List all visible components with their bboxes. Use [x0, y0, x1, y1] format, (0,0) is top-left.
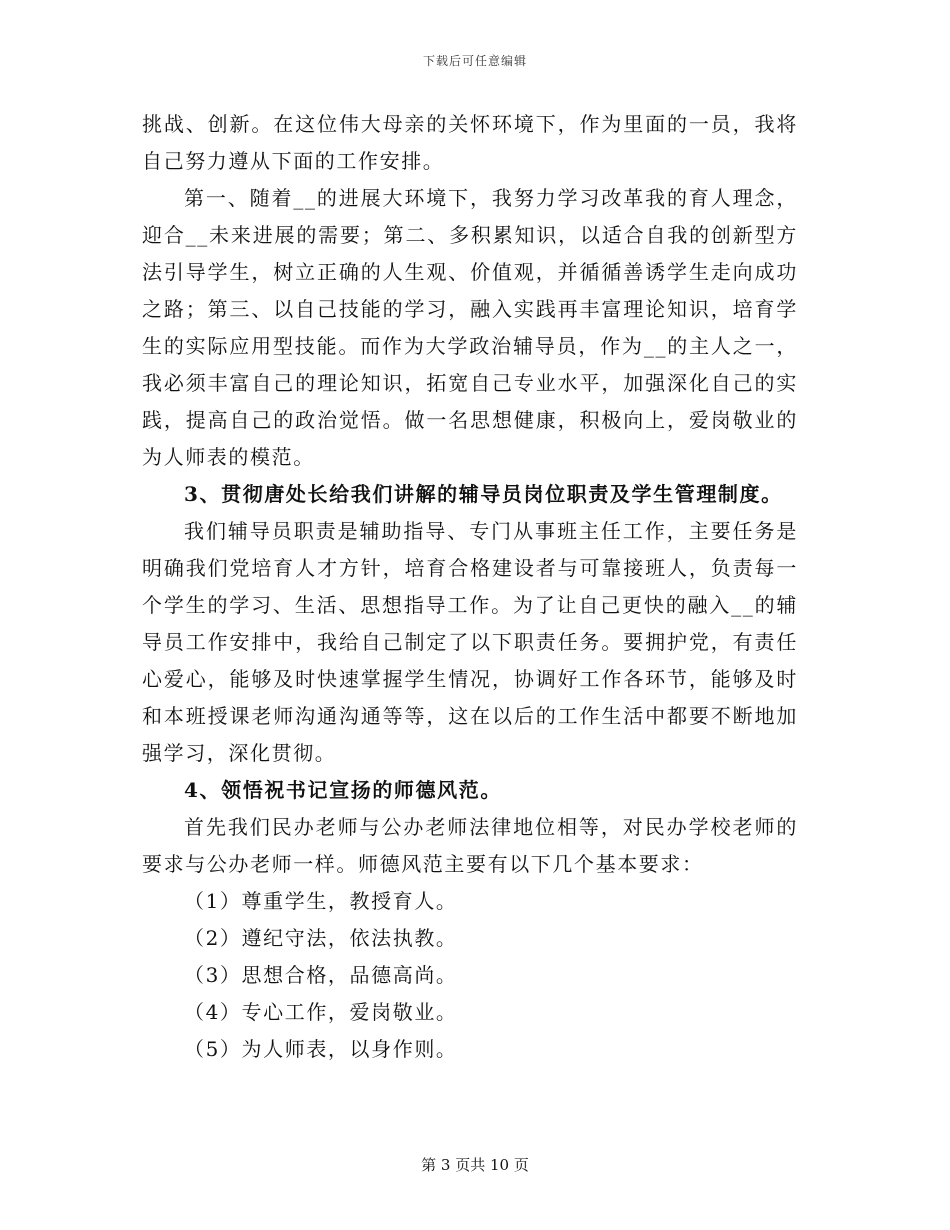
list-item: （5）为人师表，以身作则。: [184, 1037, 458, 1061]
list-item: （3）思想合格，品德高尚。: [184, 963, 458, 987]
section-heading-3: 3、贯彻唐处长给我们讲解的辅导员岗位职责及学生管理制度。: [184, 482, 783, 506]
section-heading-4: 4、领悟祝书记宣扬的师德风范。: [184, 778, 502, 802]
list-item: （1）尊重学生，教授育人。: [184, 889, 458, 913]
paragraph-requirements: 首先我们民办老师与公办老师法律地位相等，对民办学校老师的要求与公办老师一样。师德风范主要有以下几个基本要求：: [142, 815, 798, 876]
document-body: [142, 106, 798, 1068]
paragraph-continuation: 挑战、创新。在这位伟大母亲的关怀环境下，作为里面的一员，我将自己努力遵从下面的工作安排。: [142, 112, 798, 173]
paragraph-duties: 我们辅导员职责是辅助指导、专门从事班主任工作，主要任务是明确我们党培育人才方针，培育合格建设者与可靠接班人，负责每一个学生的学习、生活、思想指导工作。为了让自己更快的融入__的辅导员工作安排中，我给自己制定了以下职责任务。要拥护党，有责任心爱心，能够及时快速掌握学生情况，协调好工作各环节，能够及时和本班授课老师沟通沟通等等，这在以后的工作生活中都要不断地加强学习，深化贯彻。: [142, 519, 798, 765]
list-item: （2）遵纪守法，依法执教。: [184, 926, 458, 950]
paragraph-plans: 第一、随着__的进展大环境下，我努力学习改革我的育人理念，迎合__未来进展的需要；第二、多积累知识，以适合自我的创新型方法引导学生，树立正确的人生观、价值观，并循循善诱学生走向成功之路；第三、以自己技能的学习，融入实践再丰富理论知识，培育学生的实际应用型技能。而作为大学政治辅导员，作为__的主人之一，我必须丰富自己的理论知识，拓宽自己专业水平，加强深化自己的实践，提高自己的政治觉悟。做一名思想健康，积极向上，爱岗敬业的为人师表的模范。: [142, 186, 798, 469]
page-header: 下载后可任意编辑: [422, 54, 527, 68]
list-item: （4）专心工作，爱岗敬业。: [184, 1000, 458, 1024]
page-number-footer: 第 3 页共 10 页: [421, 1156, 529, 1174]
